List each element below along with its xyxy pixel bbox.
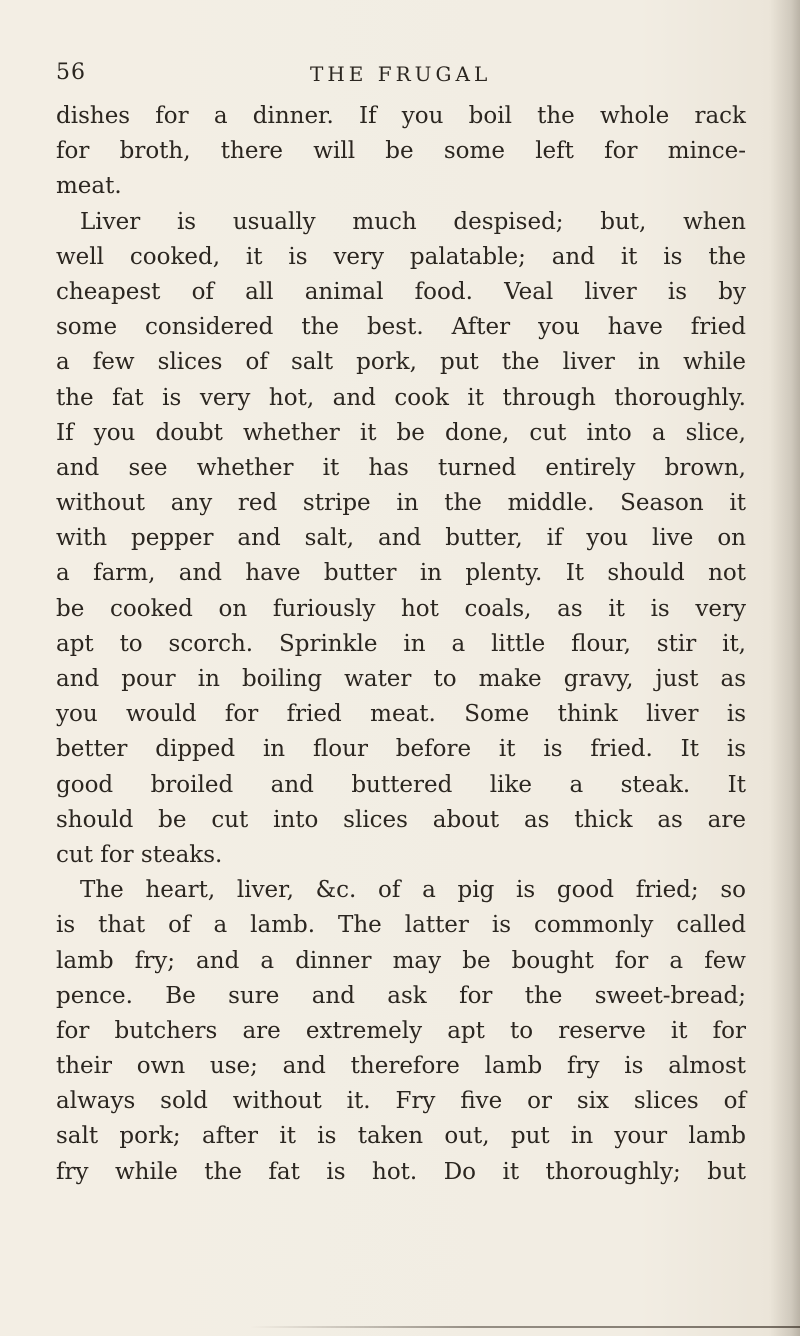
- text-line: and pour in boiling water to make gravy, just as: [56, 666, 746, 692]
- text-line: the fat is very hot, and cook it through thoroughly.: [56, 384, 746, 411]
- text-line: pence. Be sure and ask for the sweet-bread;: [56, 982, 746, 1009]
- text-line: lamb fry; and a dinner may be bought for a few: [56, 947, 746, 974]
- text-line: be cooked on furiously hot coals, as it is very: [56, 595, 746, 622]
- running-head: THE FRUGAL: [310, 62, 492, 86]
- text-line: you would for fried meat. Some think liver is: [56, 701, 746, 728]
- text-line: their own use; and therefore lamb fry is almost: [56, 1053, 746, 1080]
- page-bottom-edge: [250, 1326, 800, 1328]
- text-line: meat.: [56, 173, 122, 200]
- text-line: cheapest of all animal food. Veal liver is by: [56, 278, 746, 305]
- text-line: should be cut into slices about as thick as are: [56, 806, 746, 833]
- text-line: dishes for a dinner. If you boil the whole rack: [56, 103, 746, 129]
- text-line: without any red stripe in the middle. Season it: [56, 490, 746, 517]
- text-line: for butchers are extremely apt to reserve it for: [56, 1017, 746, 1044]
- text-line: better dipped in flour before it is fried. It is: [56, 736, 746, 763]
- text-line: a farm, and have butter in plenty. It should not: [56, 560, 746, 587]
- text-line: is that of a lamb. The latter is commonly called: [56, 912, 746, 939]
- text-line: with pepper and salt, and butter, if you live on: [56, 525, 746, 552]
- page-number: 56: [56, 60, 86, 85]
- text-line: well cooked, it is very palatable; and it is the: [56, 243, 746, 270]
- page-edge-shadow: [770, 0, 800, 1336]
- text-line: some considered the best. After you have fried: [56, 314, 746, 341]
- body-text: [56, 99, 746, 1190]
- text-line: and see whether it has turned entirely brown,: [56, 454, 746, 481]
- text-line: a few slices of salt pork, put the liver in while: [56, 349, 746, 376]
- text-line: for broth, there will be some left for mince-: [56, 138, 746, 165]
- text-line: salt pork; after it is taken out, put in your lamb: [56, 1123, 746, 1150]
- text-line: fry while the fat is hot. Do it thoroughly; but: [56, 1158, 746, 1185]
- text-line: cut for steaks.: [56, 841, 223, 868]
- paragraph-start-line: Liver is usually much despised; but, when: [80, 208, 746, 235]
- paragraph-start-line: The heart, liver, &c. of a pig is good fried; so: [80, 877, 746, 904]
- text-line: apt to scorch. Sprinkle in a little flour, stir it,: [56, 630, 746, 657]
- page-header: [56, 60, 746, 92]
- text-line: If you doubt whether it be done, cut into a slice,: [56, 419, 746, 446]
- text-line: always sold without it. Fry five or six slices of: [56, 1088, 746, 1115]
- text-line: good broiled and buttered like a steak. It: [56, 771, 746, 798]
